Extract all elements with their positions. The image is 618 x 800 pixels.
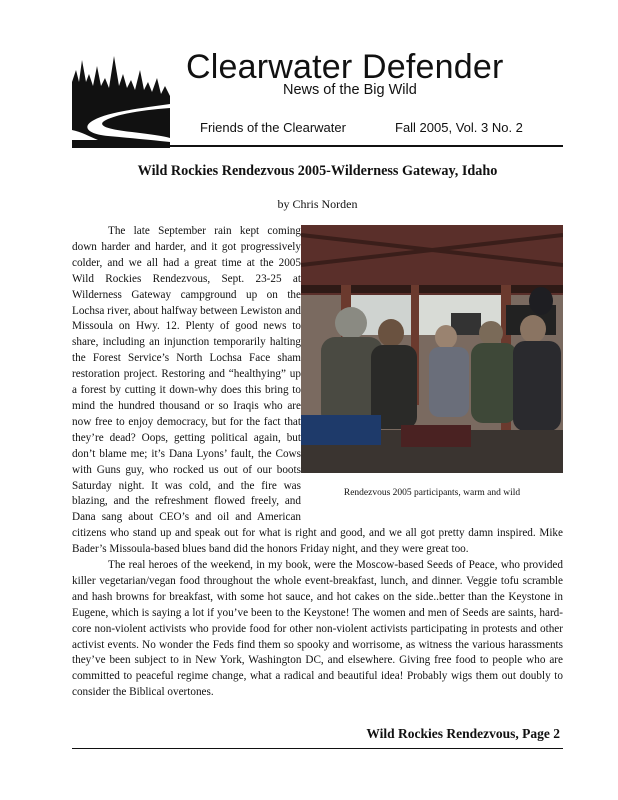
- article-headline: Wild Rockies Rendezvous 2005-Wilderness Gateway, Idaho: [137, 163, 498, 179]
- forest-river-logo: [72, 52, 170, 148]
- organization-name: Friends of the Clearwater: [200, 120, 346, 135]
- newsletter-title: Clearwater Defender: [186, 48, 504, 86]
- photo-caption: Rendezvous 2005 participants, warm and wild: [343, 488, 521, 498]
- masthead-divider: [72, 145, 563, 147]
- article-byline: by Chris Norden: [277, 197, 358, 211]
- paragraph: The real heroes of the weekend, in my book, were the Moscow-based Seeds of Peace, who provided killer vegetarian/vegan food throughout the whole event-breakfast, lunch, and dinner. Veggie tofu scramble and hash browns for breakfast, with some hot sauce, and hot cakes on the side..better than the Keystone in Eugene, which is saying a lot if you’ve been to the Keystone! The women and men of Seeds are saints, hard-core non-violent activists who provide food for other non-violent activists participating in protests and other activist events. No wonder the Feds find them so spooky and worrisome, as witness the various harassments they’ve been subject to in New York, Washington DC, and elsewhere. Giving free food to people who are committed to peaceful regime change, what a radical and beautiful idea! Probably wigs them out doubly to consider the Biblical overtones.: [72, 559, 563, 699]
- article-body: [72, 224, 563, 701]
- continued-on-page-label: Wild Rockies Rendezvous, Page 2: [366, 726, 560, 741]
- newsletter-subtitle: News of the Big Wild: [283, 82, 417, 98]
- paragraph: The late September rain kept coming down harder and harder, and it got progressively colder, and we all had a great time at the 2005 Wild Rockies Rendezvous, Sept. 23-25 at Wilderness Gateway campground up on the Lochsa river, about halfway between Lewiston and Missoula on Hwy. 12. Plenty of good news to share, including an injunction temporarily halting the Forest Service’s North Lochsa Face sham restoration project. Restoring and “healthying” up a forest by cutting it down-why does this bring to mind the hundred thousand or so Iraqis who are now free to enjoy democracy, but for the fact that they’re dead? Oops, getting political again, but don’t blame me; it’s Dana Lyons’ fault, the Cows with Guns guy, who rocked us out of our boots Saturday night. It was cold, and the fire was blazing, and the refreshment flowed freely, and Dana sang about CEO’s and oil and American citizens who stand up and speak out for what is right and good, and we all got pretty damn inspired. Mike Bader’s Missoula-based blues band did the honors Friday night, and they were great too.: [72, 225, 563, 556]
- footer-divider: [72, 748, 563, 749]
- issue-info: Fall 2005, Vol. 3 No. 2: [395, 120, 523, 135]
- participants-photo: [301, 225, 563, 473]
- photo-figure: [301, 224, 563, 514]
